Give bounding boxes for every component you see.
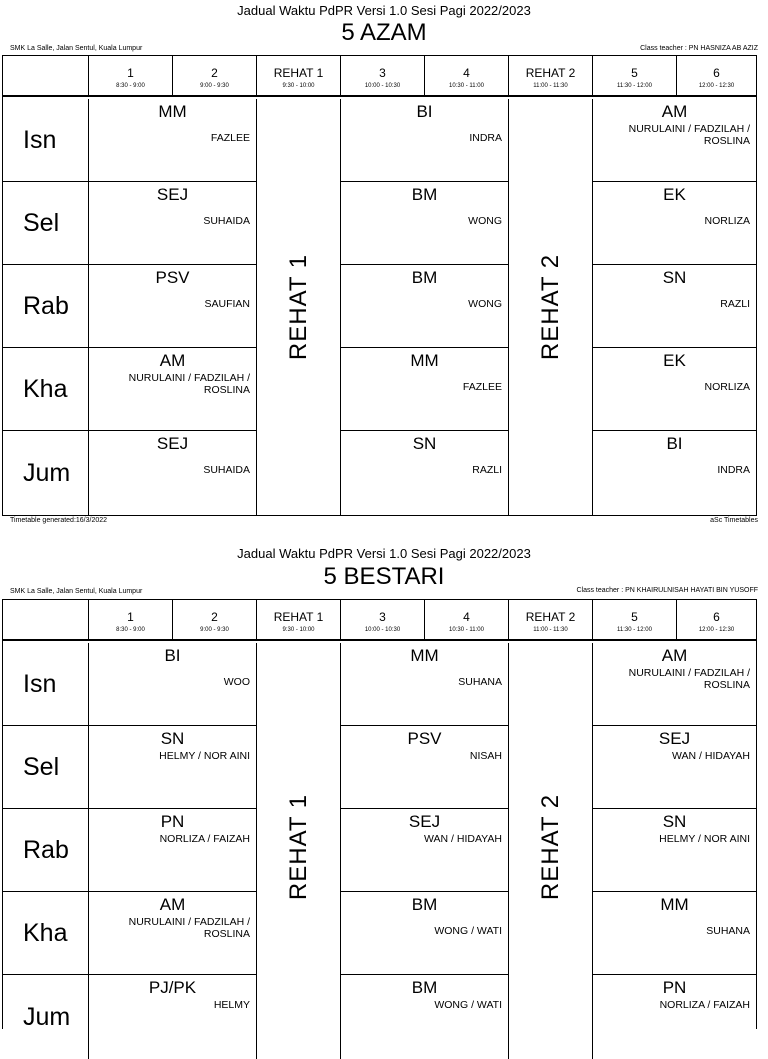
period-header-rehat-1: REHAT 1 9:30 - 10:00 xyxy=(257,600,341,641)
lesson-cell xyxy=(341,431,509,515)
teacher: NURULAINI / FADZILAH / ROSLINA xyxy=(128,372,250,396)
lesson-cell xyxy=(341,348,509,431)
period-header-6: 6 12:00 - 12:30 xyxy=(677,600,756,641)
teacher: NURULAINI / FADZILAH / ROSLINA xyxy=(628,123,750,147)
teacher: RAZLI xyxy=(720,298,750,310)
timetable-subtitle: Jadual Waktu PdPR Versi 1.0 Sesi Pagi 2022/2023 xyxy=(237,546,531,561)
rehat-2-label: REHAT 2 xyxy=(536,253,564,361)
lesson-cell xyxy=(341,726,509,809)
subject: MM xyxy=(158,102,187,121)
subject: BI xyxy=(416,102,433,121)
period-header-rehat-2: REHAT 2 11:00 - 11:30 xyxy=(509,600,593,641)
timetable-grid xyxy=(2,599,757,1029)
subject: EK xyxy=(663,351,686,370)
teacher: RAZLI xyxy=(472,464,502,476)
lesson-cell xyxy=(593,726,756,809)
teacher: WOO xyxy=(223,676,250,688)
subject: SN xyxy=(412,434,437,453)
lesson-cell xyxy=(593,643,756,726)
subject: AM xyxy=(159,895,186,914)
period-header-2: 2 9:00 - 9:30 xyxy=(173,600,257,641)
school-name: SMK La Salle, Jalan Sentul, Kuala Lumpur xyxy=(10,588,143,595)
subject: BM xyxy=(411,978,438,997)
day-label: Jum xyxy=(3,431,89,515)
class-name: 5 BESTARI xyxy=(323,563,445,590)
subject: BM xyxy=(411,268,438,287)
subject: MM xyxy=(410,351,439,370)
teacher: SAUFIAN xyxy=(204,298,250,310)
subject: BM xyxy=(411,185,438,204)
rehat-1-column xyxy=(257,99,341,515)
lesson-cell xyxy=(593,809,756,892)
teacher: FAZLEE xyxy=(210,132,250,144)
teacher: SUHAIDA xyxy=(203,464,250,476)
lesson-cell xyxy=(89,265,257,348)
lesson-cell xyxy=(593,348,756,431)
teacher: NURULAINI / FADZILAH / ROSLINA xyxy=(628,667,750,691)
lesson-cell xyxy=(89,726,257,809)
lesson-cell xyxy=(341,809,509,892)
period-header-2: 2 9:00 - 9:30 xyxy=(173,56,257,97)
timetable-5-bestari xyxy=(0,544,768,1031)
day-label: Kha xyxy=(3,892,89,975)
subject: SEJ xyxy=(156,185,189,204)
subject: PN xyxy=(160,812,185,831)
rehat-1-label: REHAT 1 xyxy=(284,793,312,901)
teacher: WONG / WATI xyxy=(434,925,502,937)
header-corner xyxy=(3,600,89,641)
teacher: WONG xyxy=(468,215,502,227)
subject: SN xyxy=(662,268,687,287)
lesson-cell xyxy=(593,431,756,515)
period-header-rehat-1: REHAT 1 9:30 - 10:00 xyxy=(257,56,341,97)
lesson-cell xyxy=(341,892,509,975)
subject: BI xyxy=(164,646,181,665)
lesson-cell xyxy=(89,431,257,515)
school-name: SMK La Salle, Jalan Sentul, Kuala Lumpur xyxy=(10,45,143,52)
teacher: WAN / HIDAYAH xyxy=(424,833,502,845)
teacher: INDRA xyxy=(469,132,502,144)
day-label: Jum xyxy=(3,975,89,1059)
teacher: HELMY / NOR AINI xyxy=(659,833,750,845)
teacher: INDRA xyxy=(717,464,750,476)
lesson-cell xyxy=(593,975,756,1059)
subject: SEJ xyxy=(408,812,441,831)
teacher: NORLIZA xyxy=(704,381,750,393)
day-label: Rab xyxy=(3,265,89,348)
subject: SN xyxy=(160,729,185,748)
subject: BM xyxy=(411,895,438,914)
lesson-cell xyxy=(341,182,509,265)
period-header-5: 5 11:30 - 12:00 xyxy=(593,600,677,641)
day-label: Isn xyxy=(3,643,89,726)
subject: SN xyxy=(662,812,687,831)
subject: PSV xyxy=(155,268,190,287)
lesson-cell xyxy=(593,99,756,182)
period-header-1: 1 8:30 - 9:00 xyxy=(89,56,173,97)
day-label: Isn xyxy=(3,99,89,182)
subject: MM xyxy=(410,646,439,665)
class-teacher: Class teacher : PN HASNIZA AB AZIZ xyxy=(640,45,758,52)
teacher: NORLIZA xyxy=(704,215,750,227)
subject: AM xyxy=(159,351,186,370)
lesson-cell xyxy=(89,809,257,892)
rehat-2-column xyxy=(509,643,593,1059)
lesson-cell xyxy=(89,99,257,182)
lesson-cell xyxy=(89,975,257,1059)
lesson-cell xyxy=(593,182,756,265)
teacher: NORLIZA / FAIZAH xyxy=(159,833,250,845)
period-header-4: 4 10:30 - 11:00 xyxy=(425,56,509,97)
lesson-cell xyxy=(89,643,257,726)
teacher: WONG xyxy=(468,298,502,310)
period-header-3: 3 10:00 - 10:30 xyxy=(341,56,425,97)
timetable-subtitle: Jadual Waktu PdPR Versi 1.0 Sesi Pagi 2022/2023 xyxy=(237,3,531,18)
teacher: WAN / HIDAYAH xyxy=(672,750,750,762)
teacher: SUHAIDA xyxy=(203,215,250,227)
lesson-cell xyxy=(89,182,257,265)
period-header-rehat-2: REHAT 2 11:00 - 11:30 xyxy=(509,56,593,97)
subject: PN xyxy=(662,978,687,997)
period-header-5: 5 11:30 - 12:00 xyxy=(593,56,677,97)
lesson-cell xyxy=(341,99,509,182)
rehat-1-column xyxy=(257,643,341,1059)
teacher: FAZLEE xyxy=(462,381,502,393)
subject: BI xyxy=(666,434,683,453)
teacher: SUHANA xyxy=(458,676,502,688)
teacher: NORLIZA / FAIZAH xyxy=(659,999,750,1011)
rehat-1-label: REHAT 1 xyxy=(284,253,312,361)
day-label: Kha xyxy=(3,348,89,431)
lesson-cell xyxy=(593,265,756,348)
subject: PJ/PK xyxy=(148,978,197,997)
footer-generated: Timetable generated:16/3/2022 xyxy=(10,517,108,524)
teacher: NURULAINI / FADZILAH / ROSLINA xyxy=(128,916,250,940)
subject: SEJ xyxy=(156,434,189,453)
subject: AM xyxy=(661,646,688,665)
lesson-cell xyxy=(89,348,257,431)
header-corner xyxy=(3,56,89,97)
lesson-cell xyxy=(89,892,257,975)
rehat-2-column xyxy=(509,99,593,515)
teacher: WONG / WATI xyxy=(434,999,502,1011)
subject: EK xyxy=(663,185,686,204)
rehat-2-label: REHAT 2 xyxy=(536,793,564,901)
timetable-grid xyxy=(2,55,757,516)
subject: SEJ xyxy=(658,729,691,748)
period-header-4: 4 10:30 - 11:00 xyxy=(425,600,509,641)
subject: MM xyxy=(660,895,689,914)
lesson-cell xyxy=(341,643,509,726)
lesson-cell xyxy=(341,975,509,1059)
teacher: SUHANA xyxy=(706,925,750,937)
subject: AM xyxy=(661,102,688,121)
class-name: 5 AZAM xyxy=(341,19,427,46)
period-header-3: 3 10:00 - 10:30 xyxy=(341,600,425,641)
day-label: Sel xyxy=(3,726,89,809)
footer-brand: aSc Timetables xyxy=(710,517,758,524)
teacher: NISAH xyxy=(469,750,502,762)
period-header-6: 6 12:00 - 12:30 xyxy=(677,56,756,97)
lesson-cell xyxy=(341,265,509,348)
day-label: Sel xyxy=(3,182,89,265)
day-label: Rab xyxy=(3,809,89,892)
teacher: HELMY xyxy=(213,999,250,1011)
period-header-1: 1 8:30 - 9:00 xyxy=(89,600,173,641)
subject: PSV xyxy=(407,729,442,748)
class-teacher: Class teacher : PN KHAIRULNISAH HAYATI BIN YUSOFF xyxy=(576,587,758,594)
lesson-cell xyxy=(593,892,756,975)
teacher: HELMY / NOR AINI xyxy=(159,750,250,762)
